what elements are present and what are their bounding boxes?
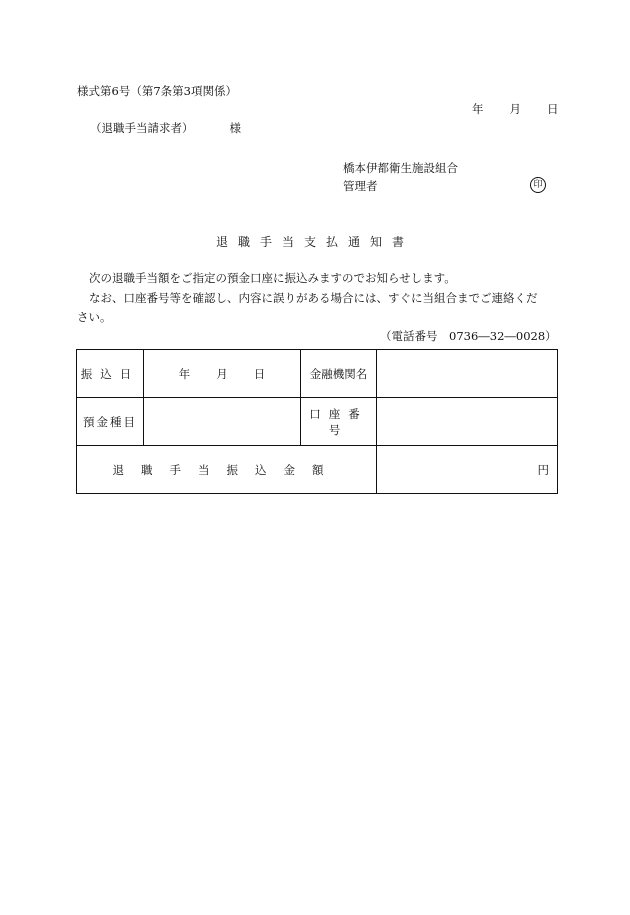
body-line-3: さい。	[77, 310, 112, 324]
account-number-field[interactable]	[377, 398, 558, 446]
addressee	[90, 123, 241, 135]
date-day: 日	[547, 102, 559, 116]
date-year: 年	[472, 102, 484, 116]
amount-label: 退職手当振込金額	[77, 446, 377, 494]
table-row	[77, 446, 558, 494]
issue-date	[472, 104, 559, 116]
body-line-2: なお、口座番号等を確認し、内容に誤りがある場合には、すぐに当組合までご連絡くだ	[89, 291, 538, 305]
transfer-date-label: 振込日	[77, 350, 144, 398]
transfer-date-field[interactable]	[144, 350, 301, 398]
transfer-table	[76, 349, 558, 494]
phone-number: （電話番号 0736―32―0028）	[380, 329, 557, 343]
date-month: 月	[509, 102, 521, 116]
field-month: 月	[216, 366, 228, 381]
field-day: 日	[253, 366, 266, 381]
sender-organization: 橋本伊都衛生施設組合	[343, 161, 458, 175]
deposit-type-field[interactable]	[144, 398, 301, 446]
amount-field[interactable]: 円	[377, 446, 558, 494]
addressee-label: （退職手当請求者）	[90, 121, 194, 135]
addressee-honorific: 様	[229, 121, 241, 135]
body-line-1: 次の退職手当額をご指定の預金口座に振込みますのでお知らせします。	[89, 271, 456, 285]
table-row	[77, 398, 558, 446]
bank-name-label: 金融機関名	[301, 350, 377, 398]
account-number-label: 口座番号	[301, 398, 377, 446]
bank-name-field[interactable]	[377, 350, 558, 398]
form-number: 様式第6号（第7条第3項関係）	[77, 84, 237, 98]
deposit-type-label: 預金種目	[77, 398, 144, 446]
seal-mark: 印	[530, 177, 546, 193]
table-row	[77, 350, 558, 398]
field-year: 年	[178, 366, 191, 381]
sender-role: 管理者	[343, 179, 378, 193]
document-title: 退職手当支払通知書	[215, 235, 414, 249]
